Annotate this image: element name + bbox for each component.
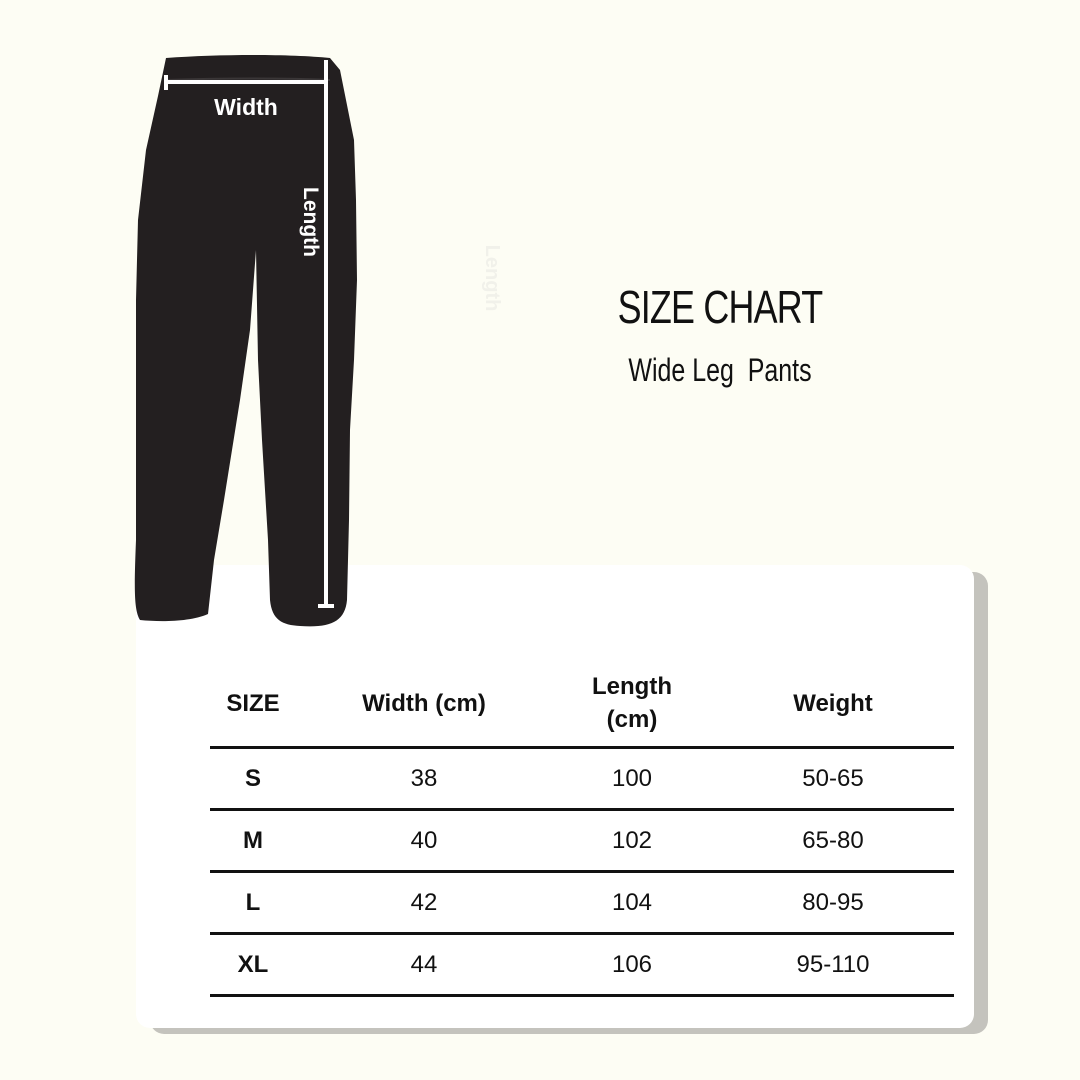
row-weight: 80-95 [712,872,954,934]
row-size: S [210,748,296,810]
row-size: XL [210,934,296,996]
row-width: 38 [296,748,552,810]
row-width: 40 [296,810,552,872]
table-header-row [210,660,954,748]
pants-silhouette [135,55,357,626]
table-row [210,810,954,872]
row-width: 42 [296,872,552,934]
width-label: Width [214,94,278,120]
page-title: SIZE CHART [617,281,823,333]
table-row [210,748,954,810]
header-length: Length (cm) [552,660,712,748]
size-table [210,660,954,997]
row-length: 106 [552,934,712,996]
row-weight: 95-110 [712,934,954,996]
row-weight: 50-65 [712,748,954,810]
table-row [210,872,954,934]
ghost-length-label: Length [481,244,503,312]
table-row [210,934,954,996]
row-weight: 65-80 [712,810,954,872]
row-length: 102 [552,810,712,872]
header-width: Width (cm) [296,660,552,748]
header-weight: Weight [712,660,954,748]
row-size: L [210,872,296,934]
header-size: SIZE [210,660,296,748]
row-length: 104 [552,872,712,934]
length-label: Length [299,187,322,257]
page-subtitle: Wide Leg Pants [628,352,812,388]
row-size: M [210,810,296,872]
row-width: 44 [296,934,552,996]
row-length: 100 [552,748,712,810]
